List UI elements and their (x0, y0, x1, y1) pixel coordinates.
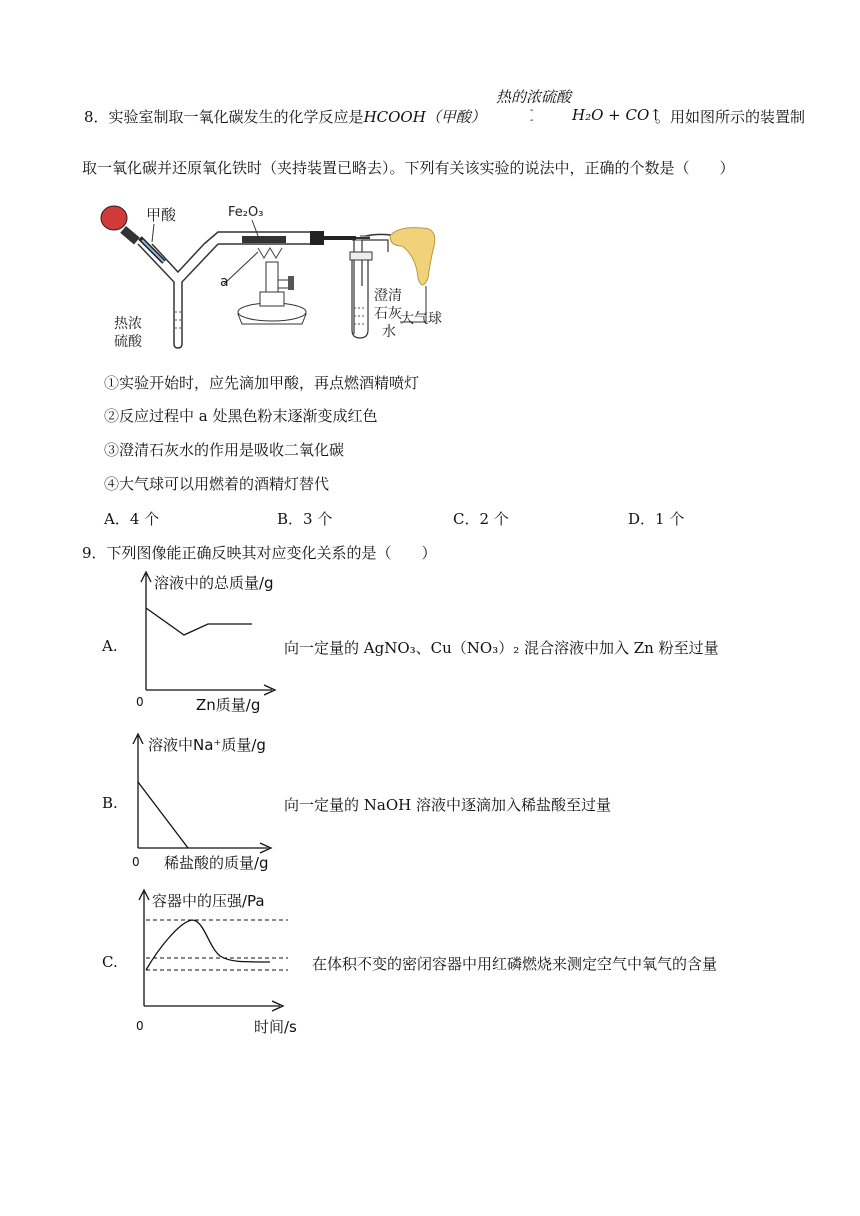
label-a: a (220, 274, 229, 290)
dropper-neck (120, 226, 140, 244)
q8-stem-b: 。用如图所示的装置制 (655, 108, 806, 126)
q9-c-letter[interactable]: C. (102, 953, 118, 971)
graph-a-ylabel: 溶液中的总质量/g (154, 574, 274, 592)
graph-c-origin: 0 (136, 1019, 144, 1033)
q8-line1 (84, 106, 486, 127)
q9-a-letter[interactable]: A. (102, 637, 118, 655)
graph-a-origin: 0 (136, 695, 144, 709)
graph-a-xlabel: Zn质量/g (196, 696, 261, 714)
q9-stem: 9．下列图像能正确反映其对应变化关系的是（ ） (82, 544, 437, 562)
statement-4: ④大气球可以用燃着的酒精灯替代 (104, 475, 330, 493)
label-lime-1: 澄清 (374, 288, 402, 304)
reaction-condition: 热的浓硫酸 (496, 88, 572, 106)
q9-b-letter[interactable]: B. (102, 794, 118, 812)
condition-bar: - - (530, 105, 534, 126)
dropper-bulb (101, 206, 127, 230)
label-lime-3: 水 (382, 324, 396, 340)
flame (258, 248, 282, 258)
statement-3: ③澄清石灰水的作用是吸收二氧化碳 (104, 441, 345, 459)
label-acid: 甲酸 (146, 206, 177, 224)
option-b[interactable]: B．3 个 (277, 510, 333, 528)
statement-2: ②反应过程中 a 处黑色粉末逐渐变成红色 (104, 407, 378, 425)
option-c[interactable]: C．2 个 (453, 510, 509, 528)
option-d[interactable]: D．1 个 (628, 510, 685, 528)
label-fe2o3: Fe₂O₃ (228, 205, 264, 220)
graph-c (130, 886, 300, 1036)
graph-c-xlabel: 时间/s (254, 1018, 297, 1036)
q8-number: 8． (84, 108, 109, 126)
graph-b-origin: 0 (132, 855, 140, 869)
label-hot-1: 热浓 (114, 316, 142, 332)
fe2o3-powder (242, 236, 286, 243)
graph-b-ylabel: 溶液中Na⁺质量/g (148, 736, 266, 754)
graph-a (132, 568, 292, 718)
graph-b (128, 730, 288, 876)
graph-b-curve (138, 782, 188, 848)
label-lime-2: 石灰 (374, 306, 402, 322)
q8-formula-rhs: H₂O + CO↑ (572, 106, 662, 124)
apparatus-figure (92, 196, 472, 356)
q8-formula-lhs: HCOOH（甲酸） (363, 108, 486, 126)
y-tube (138, 244, 218, 348)
q8-stem-line2: 取一氧化碳并还原氧化铁时（夹持装置已略去）。下列有关该实验的说法中，正确的个数是（ ） (82, 159, 735, 177)
graph-b-xlabel: 稀盐酸的质量/g (164, 854, 269, 872)
q9-b-desc: 向一定量的 NaOH 溶液中逐滴加入稀盐酸至过量 (284, 796, 611, 814)
statement-1: ①实验开始时，应先滴加甲酸，再点燃酒精喷灯 (104, 374, 420, 392)
option-a[interactable]: A．4 个 (104, 510, 160, 528)
graph-c-curve (146, 920, 270, 970)
burner (266, 262, 278, 292)
label-hot-2: 硫酸 (114, 334, 142, 350)
q9-a-desc: 向一定量的 AgNO₃、Cu（NO₃）₂ 混合溶液中加入 Zn 粉至过量 (284, 639, 719, 657)
q8-stem-a: 实验室制取一氧化碳发生的化学反应是 (108, 108, 364, 126)
balloon (390, 228, 435, 285)
q9-c-desc: 在体积不变的密闭容器中用红磷燃烧来测定空气中氧气的含量 (312, 955, 718, 973)
label-balloon: 大气球 (400, 311, 442, 327)
stopper (310, 231, 324, 245)
graph-a-curve (146, 608, 252, 635)
graph-c-ylabel: 容器中的压强/Pa (152, 892, 265, 910)
